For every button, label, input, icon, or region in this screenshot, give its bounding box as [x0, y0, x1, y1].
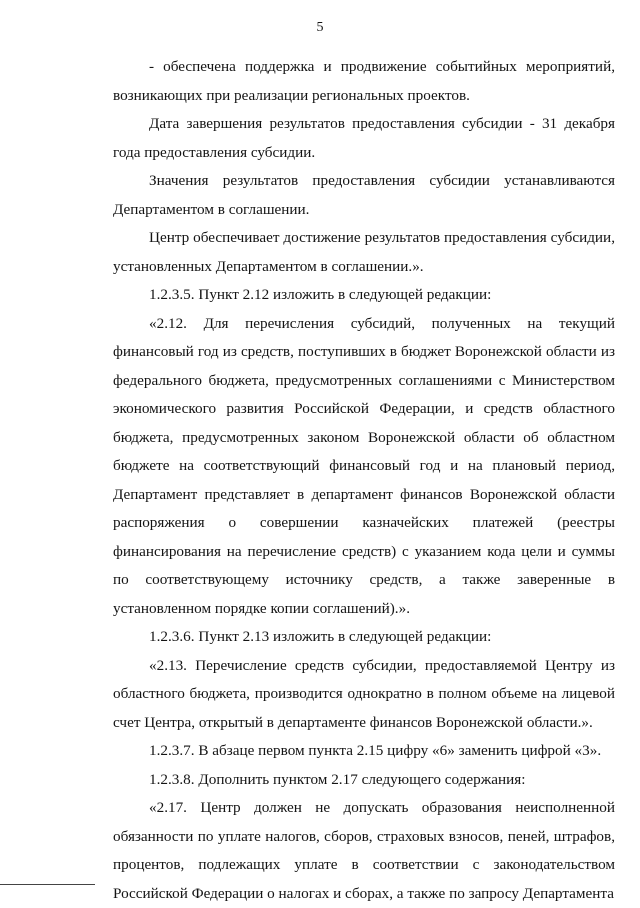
paragraph-clause-1-2-3-6: 1.2.3.6. Пункт 2.13 изложить в следующей редакции:	[149, 628, 492, 645]
paragraph-point-2-13: «2.13. Перечисление средств субсидии, предоставляемой Центру из областного бюджета, производится однократно в полном объеме на лицевой счет Центра, открытый в департаменте финансов Воронежской области.».	[113, 656, 615, 731]
paragraph-point-2-12: «2.12. Для перечисления субсидий, полученных на текущий финансовый год из средств, поступивших в бюджет Воронежской области из федерального бюджета, предусмотренных соглашениями с Министерством экономического развития Российской Федерации, и средств областного бюджета, предусмотренных законом Воронежской области об областном бюджете на соответствующий финансовый год и на плановый период, Департамент представляет в департамент финансов Воронежской области распоряжения о совершении казначейских платежей (реестры финансирования на перечисление средств) с указанием кода цели и суммы по соответствующему источнику средств, а также заверенные в установленном порядке копии соглашений).».	[113, 314, 615, 617]
paragraph-clause-1-2-3-5: 1.2.3.5. Пункт 2.12 изложить в следующей редакции:	[149, 286, 492, 303]
paragraph-result-values: Значения результатов предоставления субсидии устанавливаются Департаментом в соглашении.	[113, 172, 615, 218]
paragraph-clause-1-2-3-7: 1.2.3.7. В абзаце первом пункта 2.15 цифру «6» заменить цифрой «3».	[149, 742, 602, 759]
paragraph-point-2-17: «2.17. Центр должен не допускать образования неисполненной обязанности по уплате налогов, сборов, страховых взносов, пеней, штрафов, процентов, подлежащих уплате в соответствии с законодательством Российской Федерации о налогах и сборах, а также по запросу Департамента	[113, 799, 615, 902]
paragraph-clause-1-2-3-8: 1.2.3.8. Дополнить пунктом 2.17 следующего содержания:	[149, 770, 526, 788]
paragraph-center-obligation: Центр обеспечивает достижение результатов предоставления субсидии, установленных Департаментом в соглашении.».	[113, 229, 615, 275]
footer-rule	[0, 884, 95, 885]
paragraph-support-events: - обеспечена поддержка и продвижение событийных мероприятий, возникающих при реализации региональных проектов.	[113, 58, 615, 104]
page-number: 5	[316, 20, 324, 35]
paragraph-completion-date: Дата завершения результатов предоставления субсидии - 31 декабря года предоставления субсидии.	[113, 115, 615, 161]
document-body	[113, 53, 615, 908]
